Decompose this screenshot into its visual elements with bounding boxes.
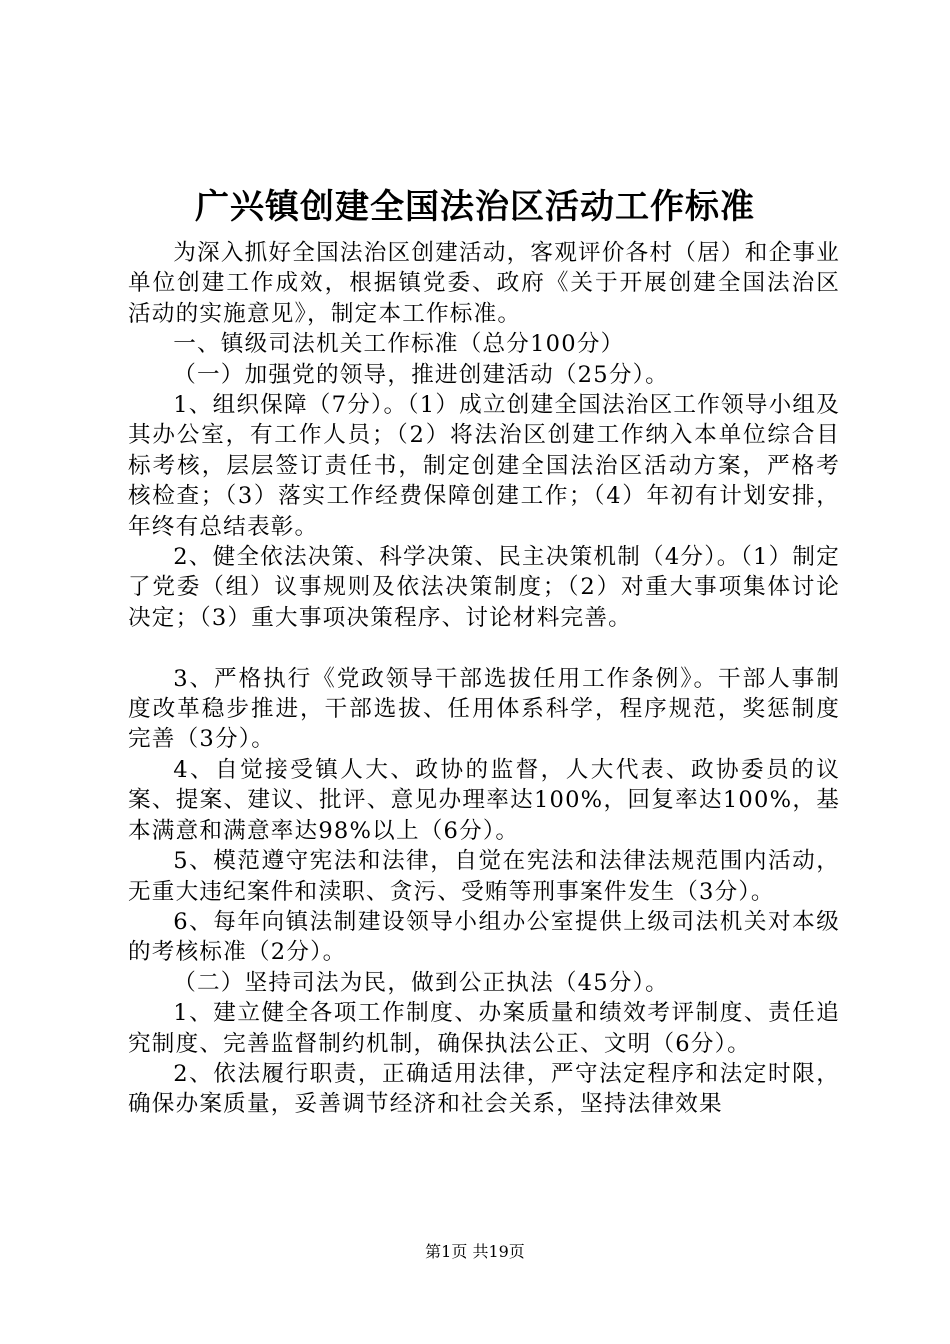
item-paragraph-1-2: 2、健全依法决策、科学决策、民主决策机制（4分）。（1）制定了党委（组）议事规则及依法决策制度；（2）对重大事项集体讨论决定；（3）重大事项决策程序、讨论材料完善。 — [128, 544, 840, 631]
item-paragraph-1-1: 1、组织保障（7分）。（1）成立创建全国法治区工作领导小组及其办公室，有工作人员；（2）将法治区创建工作纳入本单位综合目标考核，层层签订责任书，制定创建全国法治区活动方案，严格考核检查；（3）落实工作经费保障创建工作；（4）年初有计划安排，年终有总结表彰。 — [128, 392, 840, 540]
item-paragraph-1-3: 3、严格执行《党政领导干部选拔任用工作条例》。干部人事制度改革稳步推进，干部选拔、任用体系科学，程序规范，奖惩制度完善（3分）。 — [128, 665, 840, 753]
section-heading-1: 一、镇级司法机关工作标准（总分100分） — [173, 331, 625, 358]
document-body — [128, 238, 840, 1120]
subsection-heading-1: （一）加强党的领导，推进创建活动（25分）。 — [173, 361, 669, 388]
item-paragraph-1-5: 5、模范遵守宪法和法律，自觉在宪法和法律法规范围内活动，无重大违纪案件和渎职、贪污、受贿等刑事案件发生（3分）。 — [128, 848, 840, 905]
intro-paragraph: 为深入抓好全国法治区创建活动，客观评价各村（居）和企事业单位创建工作成效，根据镇党委、政府《关于开展创建全国法治区活动的实施意见》，制定本工作标准。 — [128, 240, 840, 327]
subsection-heading-2: （二）坚持司法为民，做到公正执法（45分）。 — [173, 969, 669, 996]
document-title: 广兴镇创建全国法治区活动工作标准 — [195, 187, 755, 227]
item-paragraph-1-6: 6、每年向镇法制建设领导小组办公室提供上级司法机关对本级的考核标准（2分）。 — [128, 908, 840, 966]
page-footer: 第1页 共19页 — [425, 1242, 525, 1261]
item-paragraph-2-1: 1、建立健全各项工作制度、办案质量和绩效考评制度、责任追究制度、完善监督制约机制，确保执法公正、文明（6分）。 — [128, 1000, 840, 1057]
item-paragraph-2-2: 2、依法履行职责，正确适用法律，严守法定程序和法定时限，确保办案质量，妥善调节经济和社会关系，坚持法律效果 — [128, 1060, 840, 1118]
item-paragraph-1-4: 4、自觉接受镇人大、政协的监督，人大代表、政协委员的议案、提案、建议、批评、意见办理率达100%，回复率达100%，基本满意和满意率达98%以上（6分）。 — [128, 756, 840, 844]
